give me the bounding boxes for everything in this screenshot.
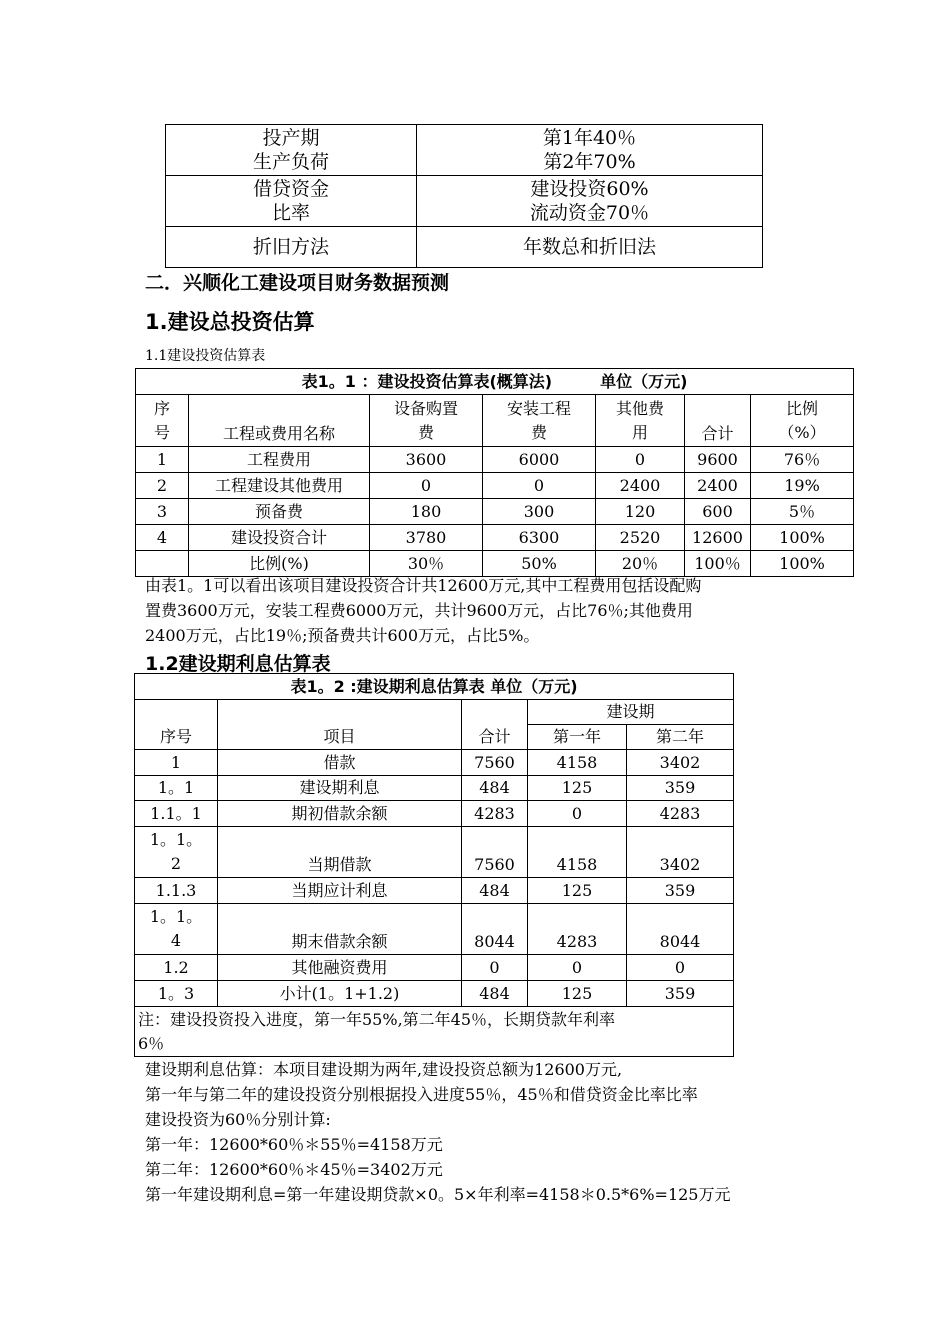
cell: 2400	[596, 473, 685, 499]
params-label: 折旧方法	[166, 227, 417, 268]
cell: 125	[528, 878, 627, 904]
cell: 484	[462, 878, 528, 904]
cell: 1	[135, 750, 218, 776]
table-caption: 表1。1 ：建设投资估算表(概算法) 单位（万元)	[136, 369, 854, 395]
header-total: 合计	[462, 700, 528, 750]
params-value: 年数总和折旧法	[417, 227, 763, 268]
cell: 19%	[751, 473, 854, 499]
params-label: 借贷资金 比率	[166, 176, 417, 227]
cell: 180	[370, 499, 483, 525]
params-label: 投产期 生产负荷	[166, 125, 417, 176]
cell: 0	[596, 447, 685, 473]
cell: 工程建设其他费用	[189, 473, 370, 499]
section-heading: 二．兴顺化工建设项目财务数据预测	[145, 272, 450, 294]
table-row	[135, 981, 734, 1007]
cell: 4283	[528, 904, 627, 955]
cell: 建设期利息	[218, 776, 462, 801]
header-total: 合计	[685, 395, 751, 447]
cell: 期末借款余额	[218, 904, 462, 955]
heading-total-investment: 1.建设总投资估算	[145, 310, 315, 334]
cell: 484	[462, 981, 528, 1007]
cell: 1.2	[135, 955, 218, 981]
params-row-production	[166, 125, 763, 176]
cell: 3402	[627, 750, 734, 776]
cell: 30％	[370, 551, 483, 577]
cell: 小计(1。1+1.2)	[218, 981, 462, 1007]
table-note: 注：建设投资投入进度，第一年55%,第二年45％，长期贷款年利率 6％	[135, 1007, 734, 1057]
cell: 0	[462, 955, 528, 981]
cell: 120	[596, 499, 685, 525]
cell: 3780	[370, 525, 483, 551]
table-header-row	[136, 395, 854, 447]
cell: 125	[528, 776, 627, 801]
investment-summary-paragraph: 由表1。1可以看出该项目建设投资合计共12600万元,其中工程费用包括设配购 置费3600万元，安装工程费6000万元，共计9600万元，占比76％;其他费用 2400万元，占比19％;预备费共计600万元，占比5%。	[145, 576, 702, 645]
header-year-2: 第二年	[627, 725, 734, 750]
header-ratio: 比例 （%）	[751, 395, 854, 447]
table-caption: 表1。2 :建设期利息估算表 单位（万元)	[135, 674, 734, 700]
cell: 1	[136, 447, 189, 473]
cell: 5％	[751, 499, 854, 525]
cell: 当期借款	[218, 827, 462, 878]
params-row-depreciation	[166, 227, 763, 268]
cell: 9600	[685, 447, 751, 473]
subheading-investment-table: 1.1建设投资估算表	[145, 348, 266, 364]
table-row	[135, 827, 734, 878]
cell: 125	[528, 981, 627, 1007]
cell: 6300	[483, 525, 596, 551]
cell: 比例(%)	[189, 551, 370, 577]
params-value: 第1年40％ 第2年70%	[417, 125, 763, 176]
header-seq: 序 号	[136, 395, 189, 447]
interest-estimate-table	[134, 673, 734, 1057]
cell: 2	[136, 473, 189, 499]
cell: 8044	[462, 904, 528, 955]
cell: 0	[627, 955, 734, 981]
cell: 76％	[751, 447, 854, 473]
cell: 50%	[483, 551, 596, 577]
cell: 359	[627, 776, 734, 801]
table-row	[135, 801, 734, 827]
cell: 359	[627, 878, 734, 904]
cell: 100%	[751, 525, 854, 551]
cell: 7560	[462, 827, 528, 878]
header-item: 项目	[218, 700, 462, 750]
cell: 6000	[483, 447, 596, 473]
cell: 2400	[685, 473, 751, 499]
table-row	[135, 904, 734, 955]
cell: 工程费用	[189, 447, 370, 473]
header-equipment: 设备购置 费	[370, 395, 483, 447]
investment-estimate-table	[135, 368, 854, 577]
table-row	[135, 750, 734, 776]
table-row	[136, 447, 854, 473]
cell: 1。3	[135, 981, 218, 1007]
cell: 359	[627, 981, 734, 1007]
cell: 预备费	[189, 499, 370, 525]
cell: 484	[462, 776, 528, 801]
cell: 600	[685, 499, 751, 525]
cell: 3	[136, 499, 189, 525]
header-seq: 序号	[135, 700, 218, 750]
cell: 0	[370, 473, 483, 499]
table-row	[135, 955, 734, 981]
table-row	[136, 525, 854, 551]
params-row-loan-ratio	[166, 176, 763, 227]
cell: 期初借款余额	[218, 801, 462, 827]
cell: 4158	[528, 827, 627, 878]
interest-calculation-paragraph: 建设期利息估算：本项目建设期为两年,建设投资总额为12600万元, 第一年与第二年的建设投资分别根据投入进度55％，45％和借贷资金比率比率 建设投资为60％分别计算: 第一年：12600*60％＊55％=4158万元 第二年：12600*60％＊45％=3402万元 第一年建设期利息=第一年建设期贷款×0。5×年利率=4158＊0.5*6%=125万元	[145, 1060, 731, 1204]
header-other: 其他费 用	[596, 395, 685, 447]
cell: 4283	[462, 801, 528, 827]
header-installation: 安装工程 费	[483, 395, 596, 447]
cell: 3600	[370, 447, 483, 473]
cell: 100%	[751, 551, 854, 577]
cell: 100％	[685, 551, 751, 577]
cell: 1.1.3	[135, 878, 218, 904]
cell: 4158	[528, 750, 627, 776]
cell: 0	[528, 955, 627, 981]
header-year-1: 第一年	[528, 725, 627, 750]
table-row	[136, 499, 854, 525]
cell: 1。1。 4	[135, 904, 218, 955]
cell: 当期应计利息	[218, 878, 462, 904]
cell: 4283	[627, 801, 734, 827]
cell: 建设投资合计	[189, 525, 370, 551]
cell: 4	[136, 525, 189, 551]
cell: 2520	[596, 525, 685, 551]
table-row	[135, 776, 734, 801]
cell: 12600	[685, 525, 751, 551]
cell: 1。1。 2	[135, 827, 218, 878]
cell: 1。1	[135, 776, 218, 801]
params-value: 建设投资60% 流动资金70％	[417, 176, 763, 227]
cell: 1.1。1	[135, 801, 218, 827]
cell: 7560	[462, 750, 528, 776]
cell: 借款	[218, 750, 462, 776]
header-name: 工程或费用名称	[189, 395, 370, 447]
cell: 0	[528, 801, 627, 827]
table-row	[136, 473, 854, 499]
cell: 3402	[627, 827, 734, 878]
parameters-table	[165, 124, 763, 268]
cell: 8044	[627, 904, 734, 955]
cell: 0	[483, 473, 596, 499]
cell: 20％	[596, 551, 685, 577]
heading-interest-table: 1.2建设期利息估算表	[145, 653, 331, 675]
header-construction-period: 建设期	[528, 700, 734, 725]
cell: 其他融资费用	[218, 955, 462, 981]
cell: 300	[483, 499, 596, 525]
table-row	[135, 878, 734, 904]
